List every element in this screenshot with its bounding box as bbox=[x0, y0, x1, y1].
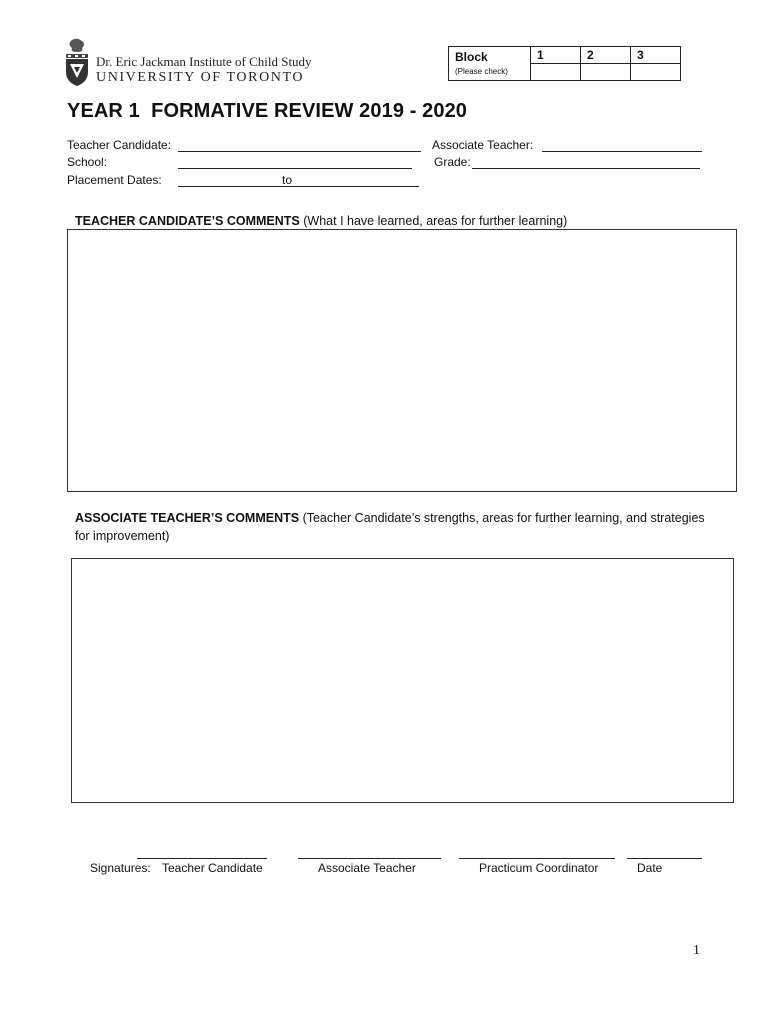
associate-comments-heading bbox=[75, 509, 705, 545]
teacher-candidate-field[interactable] bbox=[178, 151, 421, 152]
university-crest-icon bbox=[64, 38, 90, 88]
associate-teacher-signature-line[interactable] bbox=[298, 858, 441, 859]
associate-teacher-signature-label: Associate Teacher bbox=[318, 861, 416, 875]
teacher-candidate-label: Teacher Candidate: bbox=[67, 138, 172, 152]
grade-label: Grade: bbox=[434, 155, 471, 169]
candidate-comments-box[interactable] bbox=[67, 229, 737, 492]
school-label: School: bbox=[67, 155, 108, 169]
practicum-coordinator-signature-label: Practicum Coordinator bbox=[479, 861, 599, 875]
grade-field[interactable] bbox=[472, 168, 700, 169]
block-option-1-label: 1 bbox=[531, 47, 581, 64]
block-label-cell bbox=[449, 47, 531, 81]
institute-name: Dr. Eric Jackman Institute of Child Study bbox=[96, 54, 312, 69]
block-label: Block bbox=[455, 50, 488, 64]
associate-comments-title: ASSOCIATE TEACHER’S COMMENTS bbox=[75, 511, 300, 525]
teacher-candidate-signature-label: Teacher Candidate bbox=[162, 861, 263, 875]
block-option-1-checkbox[interactable] bbox=[531, 64, 581, 81]
date-signature-label: Date bbox=[637, 861, 663, 875]
block-option-2-label: 2 bbox=[581, 47, 631, 64]
associate-teacher-field[interactable] bbox=[542, 151, 702, 152]
block-checkbox-table bbox=[448, 46, 681, 81]
school-field[interactable] bbox=[178, 168, 412, 169]
associate-teacher-label: Associate Teacher: bbox=[432, 138, 534, 152]
associate-comments-subtitle: (Teacher Candidate’s strengths, areas for further learning, and strategies for improvement) bbox=[75, 511, 705, 543]
page-title: YEAR 1 FORMATIVE REVIEW 2019 - 2020 bbox=[67, 100, 468, 122]
teacher-candidate-signature-line[interactable] bbox=[137, 858, 267, 859]
page-number: 1 bbox=[693, 943, 700, 958]
candidate-comments-title: TEACHER CANDIDATE’S COMMENTS bbox=[75, 214, 300, 228]
placement-dates-label: Placement Dates: bbox=[67, 173, 162, 187]
associate-comments-box[interactable] bbox=[71, 558, 734, 803]
candidate-comments-heading bbox=[75, 212, 715, 230]
placement-dates-field[interactable] bbox=[178, 186, 419, 187]
block-option-3-label: 3 bbox=[631, 47, 681, 64]
signatures-label: Signatures: bbox=[90, 861, 151, 875]
date-signature-line[interactable] bbox=[627, 858, 702, 859]
block-option-2-checkbox[interactable] bbox=[581, 64, 631, 81]
block-note: (Please check) bbox=[455, 67, 508, 76]
block-option-3-checkbox[interactable] bbox=[631, 64, 681, 81]
placement-to-label: to bbox=[282, 173, 293, 187]
practicum-coordinator-signature-line[interactable] bbox=[459, 858, 615, 859]
candidate-comments-subtitle: (What I have learned, areas for further learning) bbox=[299, 214, 568, 228]
university-name: UNIVERSITY OF TORONTO bbox=[96, 70, 305, 85]
